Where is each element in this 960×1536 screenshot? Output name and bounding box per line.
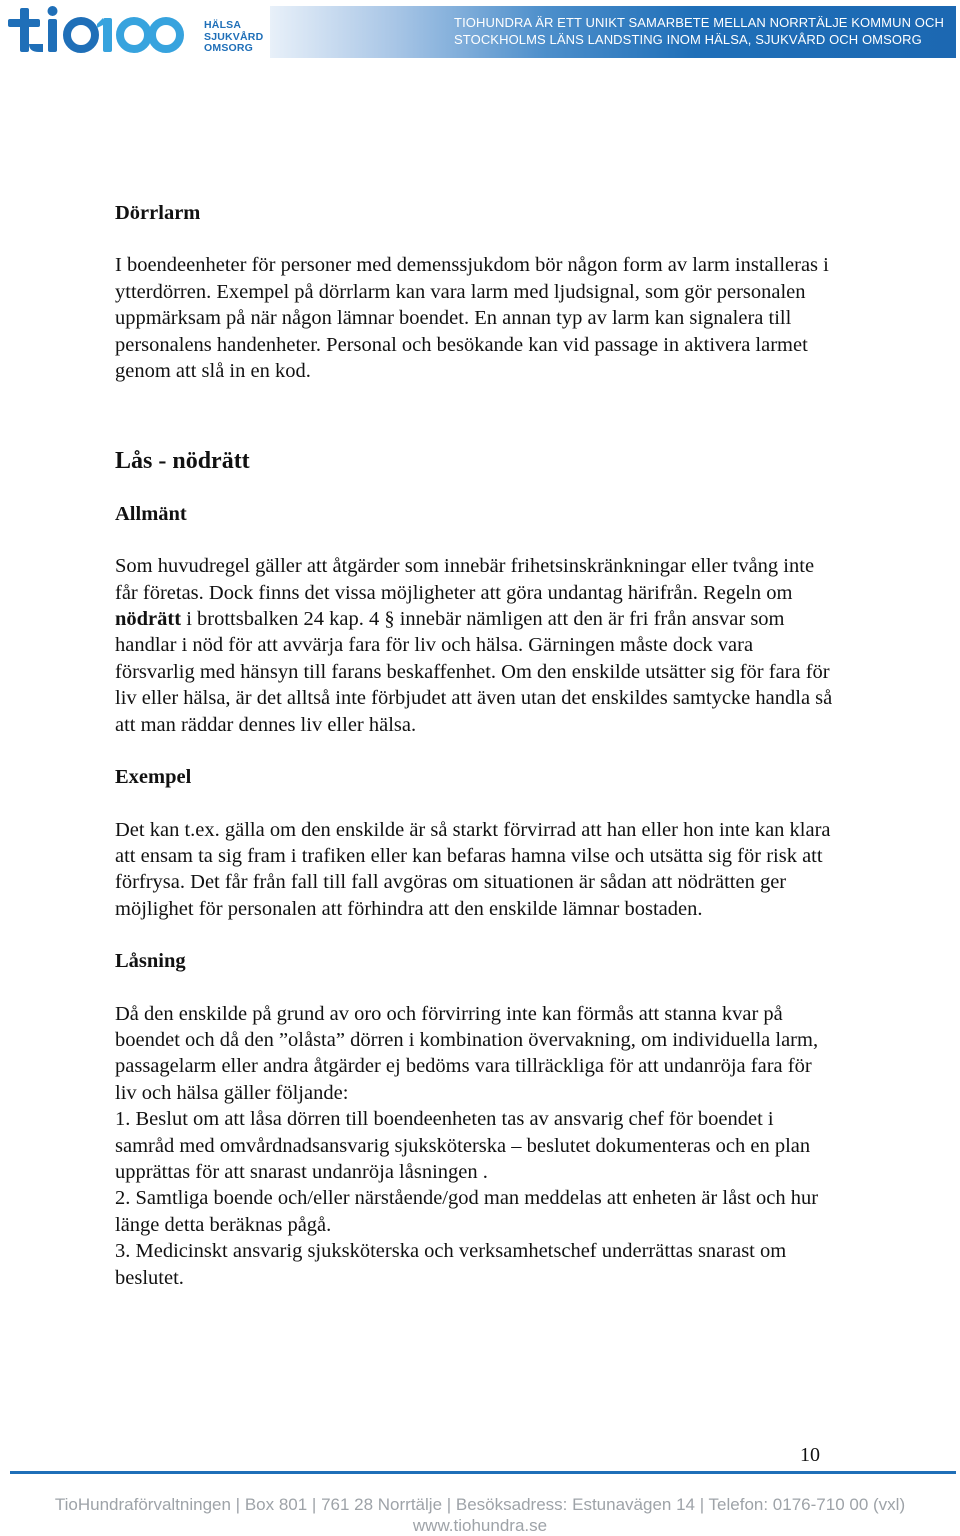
paragraph-allmant [115, 553, 835, 738]
header-banner [270, 6, 956, 58]
page-header [0, 0, 960, 62]
section-heading-dorrlarm: Dörrlarm [115, 202, 201, 224]
bold-term-nodratt: nödrätt [115, 608, 182, 631]
logo-sub-line: HÄLSA [204, 19, 242, 31]
section-heading-las-nodratt: Lås - nödrätt [115, 448, 250, 475]
logo-subtitle [204, 20, 263, 55]
paragraph-dorrlarm: I boendeenheter för personer med demenssjukdom bör någon form av larm installeras i ytterdörren. Exempel på dörrlarm kan vara larm med ljudsignal, som gör personalen uppmärksam på när någon lämnar boendet. En annan typ av larm kan signalera till personalens handenheter. Personal och besökande kan vid passage in aktivera larmet genom att slå in en kod. [115, 254, 829, 383]
list-item: 3. Medicinskt ansvarig sjuksköterska och verksamhetschef underrättas snarast om beslutet. [115, 1240, 787, 1289]
subheading-exempel: Exempel [115, 766, 192, 789]
paragraph-lasning: Då den enskilde på grund av oro och förvirring inte kan förmås att stanna kvar på boendet och då den ”olåsta” dörren i kombination övervakning, om individuella larm, passagelarm eller andra åtgärder ej bedöms vara tillräckliga för att undanröja fara för liv och hälsa gäller följande: [115, 1002, 819, 1104]
subheading-lasning: Låsning [115, 950, 186, 973]
banner-line: TIOHUNDRA ÄR ETT UNIKT SAMARBETE MELLAN NORRTÄLJE KOMMUN OCH [454, 15, 944, 30]
page-number: 10 [800, 1444, 820, 1466]
banner-line: STOCKHOLMS LÄNS LANDSTING INOM HÄLSA, SJUKVÅRD OCH OMSORG [454, 31, 922, 47]
tiohundra-logo [6, 4, 186, 60]
list-item: 2. Samtliga boende och/eller närstående/god man meddelas att enheten är låst och hur länge detta beräknas pågå. [115, 1187, 819, 1236]
document-body [115, 200, 835, 1291]
footer-divider [10, 1471, 956, 1474]
footer-website: www.tiohundra.se [412, 1516, 548, 1535]
subheading-allmant: Allmänt [115, 502, 187, 525]
paragraph-exempel: Det kan t.ex. gälla om den enskilde är så starkt förvirrad att han eller hon inte kan klara att ensam ta sig fram i trafiken eller kan befaras hamna vilse och utsätta sig för risk att förfrysa. Det får från fall till fall avgöras om situationen är sådan att nödrätten ger möjlighet för personalen att förhindra att den enskilde lämnar bostaden. [115, 818, 831, 920]
banner-text [454, 15, 944, 48]
text-run: i brottsbalken 24 kap. 4 § innebär nämligen att den är fri från ansvar som handlar i nöd för att avvärja fara för liv och hälsa. Gärningen måste dock vara försvarlig med hänsyn till farans beskaffenhet. Om den enskilde utsätter sig för fara för liv eller hälsa, är det alltså inte förbjudet att även utan det enskildes samtycke handla så att man räddar dennes liv eller hälsa. [115, 608, 833, 736]
footer-address: TioHundraförvaltningen | Box 801 | 761 28 Norrtälje | Besöksadress: Estunavägen 14 | Telefon: 0176-710 00 (vxl) [54, 1495, 906, 1514]
text-run: Som huvudregel gäller att åtgärder som innebär frihetsinskränkningar eller tvång inte får företas. Dock finns det vissa möjligheter att göra undantag härifrån. Regeln om [115, 555, 815, 604]
logo-sub-line: OMSORG [204, 42, 254, 54]
list-item: 1. Beslut om att låsa dörren till boendeenheten tas av ansvarig chef för boendet i samråd med omvårdnadsansvarig sjuksköterska – beslutet dokumenteras och en plan upprättas för att snarast undanröja låsningen . [115, 1108, 811, 1183]
page-footer [0, 1494, 960, 1536]
logo-sub-line: SJUKVÅRD [204, 30, 264, 43]
